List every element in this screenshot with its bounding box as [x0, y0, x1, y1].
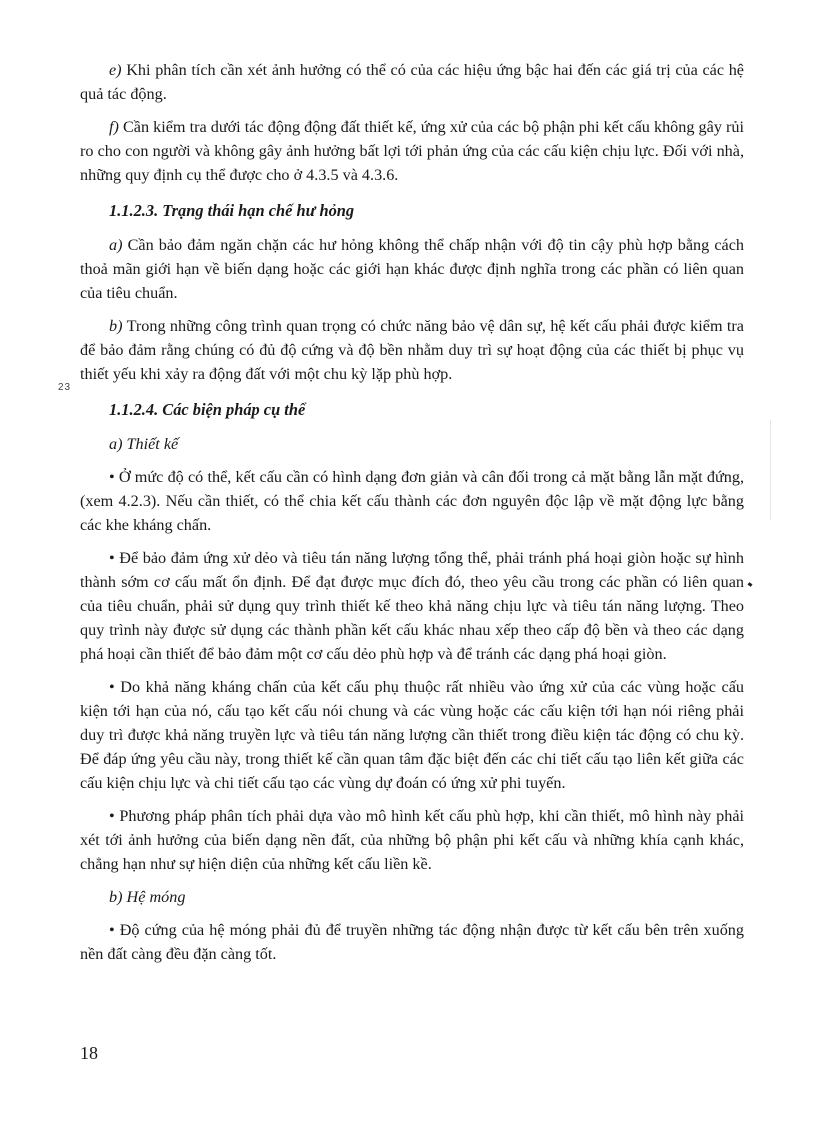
paragraph-label: f) — [109, 118, 119, 136]
bullet-paragraph: • Do khả năng kháng chấn của kết cấu phụ thuộc rất nhiều vào ứng xử của các vùng hoặc cấu kiện tới hạn của nó, cấu tạo kết cấu nói chung và các vùng hoặc các cấu kiện tới hạn nói riêng phải duy trì được khả năng truyền lực và tiêu tán năng lượng cần thiết trong điều kiện tác động có chu kỳ. Để đáp ứng yêu cầu này, trong thiết kế cần quan tâm đặc biệt đến các chi tiết cấu tạo liên kết giữa các cấu kiện chịu lực và chi tiết cấu tạo các vùng dự đoán có ứng xử phi tuyến. — [80, 678, 744, 792]
paragraph-f — [80, 115, 744, 187]
paragraph-a — [80, 233, 744, 305]
bullet-paragraph: • Ở mức độ có thể, kết cấu cần có hình dạng đơn giản và cân đối trong cả mặt bằng lẫn mặt đứng, (xem 4.2.3). Nếu cần thiết, có thể chia kết cấu thành các đơn nguyên độc lập về mặt động lực bằng các khe kháng chấn. — [80, 468, 744, 534]
paragraph-label: b) — [109, 317, 123, 335]
section-heading-1-1-2-4: 1.1.2.4. Các biện pháp cụ thể — [109, 400, 306, 419]
section-heading-1-1-2-3: 1.1.2.3. Trạng thái hạn chế hư hỏng — [109, 201, 355, 220]
scan-speck — [748, 582, 753, 587]
scan-edge-line — [770, 420, 771, 520]
margin-line-number: 23 — [58, 382, 72, 393]
paragraph-text: Cần kiểm tra dưới tác động động đất thiết kế, ứng xử của các bộ phận phi kết cấu không gây rủi ro cho con người và không gây ảnh hưởng bất lợi tới phản ứng của các cấu kiện chịu lực. Đối với nhà, những quy định cụ thể được cho ở 4.3.5 và 4.3.6. — [80, 118, 744, 184]
paragraph-text: Khi phân tích cần xét ảnh hưởng có thể có của các hiệu ứng bậc hai đến các giá trị của các hệ quả tác động. — [80, 61, 744, 103]
page-number: 18 — [80, 1043, 98, 1063]
bullet-paragraph: • Phương pháp phân tích phải dựa vào mô hình kết cấu phù hợp, khi cần thiết, mô hình này phải xét tới ảnh hưởng của biến dạng nền đất, của những bộ phận phi kết cấu và những khía cạnh khác, chẳng hạn như sự hiện diện của những kết cấu liền kề. — [80, 807, 744, 873]
document-body — [80, 58, 744, 975]
subheading-thiet-ke: a) Thiết kế — [109, 435, 179, 453]
bullet-paragraph: • Độ cứng của hệ móng phải đủ để truyền những tác động nhận được từ kết cấu bên trên xuống nền đất càng đều đặn càng tốt. — [80, 921, 744, 963]
paragraph-text: Trong những công trình quan trọng có chức năng bảo vệ dân sự, hệ kết cấu phải được kiểm tra để bảo đảm rằng chúng có đủ độ cứng và độ bền nhằm duy trì sự hoạt động của các thiết bị phục vụ thiết yếu khi xảy ra động đất với một chu kỳ lặp phù hợp. — [80, 317, 744, 383]
bullet-paragraph: • Để bảo đảm ứng xử dẻo và tiêu tán năng lượng tổng thể, phải tránh phá hoại giòn hoặc sự hình thành sớm cơ cấu mất ổn định. Để đạt được mục đích đó, theo yêu cầu trong các phần có liên quan của tiêu chuẩn, phải sử dụng quy trình thiết kế theo khả năng chịu lực và tiêu tán năng lượng. Theo quy trình này được sử dụng các thành phần kết cấu khác nhau xếp theo cấp độ bền và theo các dạng phá hoại cần thiết để bảo đảm một cơ cấu dẻo phù hợp và để tránh các dạng phá hoại giòn. — [80, 549, 744, 663]
paragraph-text: Cần bảo đảm ngăn chặn các hư hỏng không thể chấp nhận với độ tin cậy phù hợp bằng cách thoả mãn giới hạn về biến dạng hoặc các giới hạn khác được định nghĩa trong các phần có liên quan của tiêu chuẩn. — [80, 236, 744, 302]
paragraph-label: e) — [109, 61, 122, 79]
paragraph-label: a) — [109, 236, 123, 254]
paragraph-b — [80, 314, 744, 386]
paragraph-e — [80, 58, 744, 106]
subheading-he-mong: b) Hệ móng — [109, 888, 186, 906]
